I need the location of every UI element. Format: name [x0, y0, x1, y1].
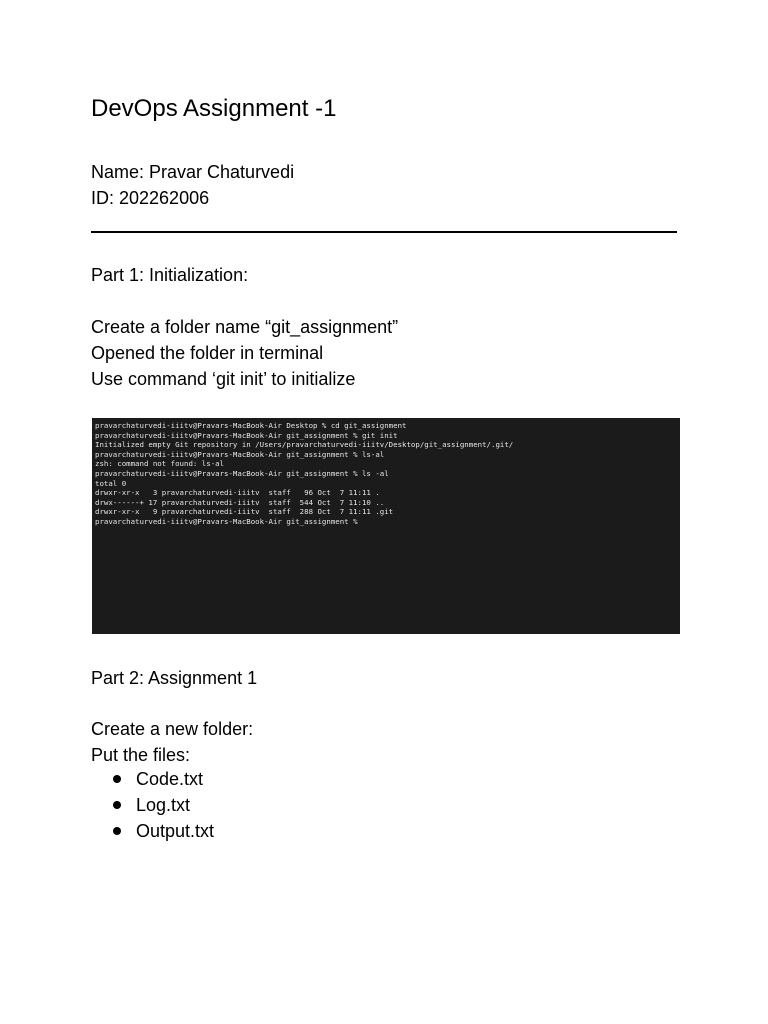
terminal-line: drwxr-xr-x 3 pravarchaturvedi-iiitv staff 96 Oct 7 11:11 . [95, 488, 380, 498]
document-title: DevOps Assignment -1 [91, 95, 337, 122]
part2-create-folder: Create a new folder: [91, 719, 254, 739]
terminal-line: drwx------+ 17 pravarchaturvedi-iiitv staff 544 Oct 7 11:10 .. [95, 497, 385, 507]
part1-step-create-folder: Create a folder name “git_assignment” [91, 317, 399, 337]
file-name: Code.txt [136, 769, 204, 789]
horizontal-rule [91, 231, 677, 233]
file-name: Output.txt [136, 821, 215, 841]
student-id: ID: 202262006 [91, 188, 210, 208]
part1-step-git-init: Use command ‘git init’ to initialize [91, 369, 356, 389]
terminal-line: Initialized empty Git repository in /Users/pravarchaturvedi-iiitv/Desktop/git_assignment/.git/ [95, 440, 514, 450]
terminal-line: total 0 [95, 478, 127, 488]
bullet-icon [113, 827, 121, 835]
terminal-line: pravarchaturvedi-iiitv@Pravars-MacBook-Air git_assignment % ls-al [95, 449, 385, 459]
terminal-line: pravarchaturvedi-iiitv@Pravars-MacBook-Air Desktop % cd git_assignment [95, 421, 407, 430]
terminal-screenshot [92, 418, 680, 634]
bullet-icon [113, 775, 121, 783]
list-item [91, 766, 214, 792]
part1-heading: Part 1: Initialization: [91, 265, 249, 285]
terminal-line: zsh: command not found: ls-al [95, 459, 225, 469]
part1-step-open-terminal: Opened the folder in terminal [91, 343, 324, 363]
part2-heading: Part 2: Assignment 1 [91, 668, 258, 688]
terminal-line: drwxr-xr-x 9 pravarchaturvedi-iiitv staff 288 Oct 7 11:11 .git [95, 507, 394, 517]
bullet-icon [113, 801, 121, 809]
list-item [91, 818, 214, 844]
student-name: Name: Pravar Chaturvedi [91, 162, 295, 182]
part2-put-files: Put the files: [91, 745, 191, 765]
terminal-line: pravarchaturvedi-iiitv@Pravars-MacBook-Air git_assignment % [95, 516, 358, 526]
list-item [91, 792, 214, 818]
terminal-line: pravarchaturvedi-iiitv@Pravars-MacBook-Air git_assignment % git init [95, 430, 398, 440]
terminal-line: pravarchaturvedi-iiitv@Pravars-MacBook-Air git_assignment % ls -al [95, 468, 389, 478]
file-list [91, 766, 214, 844]
file-name: Log.txt [136, 795, 191, 815]
